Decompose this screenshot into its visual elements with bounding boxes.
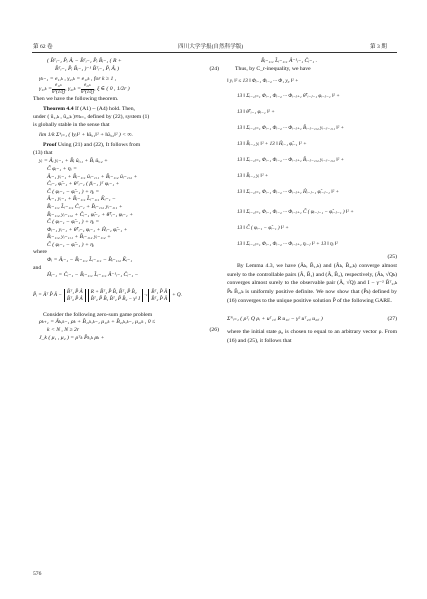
right-column [227,58,397,346]
j-definition: J_k ( μ₁ , μ₂ ) = ρᵀₖ P̂ₖ,ₖ ρₖ + [39,334,105,341]
right-top-line: B̂ᵢ₋₁,₁ L̂ᵢ₋₁,₁ Â⁻¹ᵢ₋₁ Ĉᵢ₋₁ . [261,58,318,64]
y-line-2: Âᵢ₋₁ yᵢ₋₁ + B̂ᵢ₋₁,₁ ûᵢ₋₁,₁ + B̂ᵢ₋₁,₂ ûᵢ₋₁,₂ + [47,173,138,180]
ineq-row-10: 13 ‖ Σᵢ₋₁ⱼ₌₁ Φᵢ₋₁ Φᵢ₋₂ ··· Φᵢ₋ⱼ₊₁ ηᵢ₋ⱼ ‖² + 13 ‖ ηᵢ ‖² [237,241,338,248]
rho-line2-text: k < N , N ≥ 2r [47,327,80,334]
y-line-8: C̃ ( φᵢ₋₁ − φ̂ᵢ₋₁ ) + ηᵢ = [47,219,100,226]
rho-line1: ρₖ₊₁ = Âₖ,ₖ₋₁ ρₖ + B̂₁,ₖ,ₖ₋₁ μ₁,ₖ + B̂₂,ₖ,ₖ₋₁ μ₂,ₖ , 0 ≤ [39,319,156,326]
rho-line2 [33,327,219,335]
gare-matrix-2 [88,289,143,302]
ineq-row-5: 13 ‖ Σᵢ₋₁ⱼ₌₁ Φᵢ₋₁ Φᵢ₋₂ ··· Φᵢ₋ⱼ₊₁ B̂ᵢ₋ⱼ₋₁,₂ yᵢ₋ⱼ₋₁,₂ ‖² + [237,157,345,164]
proof-line1 [33,142,219,150]
where-word: where [33,249,47,256]
gare-m3-r1: B̂ᵀ₁ P̂ Â [151,289,168,296]
ineq-row-9: 13 ‖ C̃ ( φᵢ₋₁ − φ̂ᵢ₋₁ ) ‖² + [237,225,289,232]
phi-definition: Φᵢ = Âᵢ₋₁ − B̂ᵢ₋₁,₁ L̂ᵢ₋₁,₁ − B̂ᵢ₋₁,₂ K̂ᵢ₋₁ [47,257,133,264]
gare-lhs: P̂ᵢ = Âᵀ P̂ Â − [33,292,62,299]
ineq-row-4: 13 ‖ B̂ᵢ₋₁ yᵢ ‖² + 13 ‖ Ĥᵢ₋₁ φ̂ᵢ₋₁ ‖² + [237,141,307,148]
ineq-row-1: 13 ‖ Σᵢ₋₁ⱼ₌₁ Φᵢ₋₁ Φᵢ₋₂ ··· Φᵢ₋ⱼ₊₁ θ̃ᵀᵢ₋ⱼ₋₁ φᵢ₋ⱼ₋₁ ‖² + [237,93,340,100]
inequality-block [227,76,397,254]
y-line-4: C̃ ( φᵢ₋₁ − φ̂ᵢ₋₁ ) + ηᵢ = [47,188,100,195]
y-line-0: yᵢ = Âᵢ yᵢ₋₁ + B̂ᵢ ûᵢ,₁ + B̂ᵢ ûᵢ,₂ + [39,158,108,165]
ineq-row-6: 13 ‖ B̂ᵢ₋₁ yᵢ ‖² + [237,173,269,180]
theorem-text1: If (A1) ~ (A4) hold. Then, [74,106,135,113]
theorem-text3: is globally stable in the sense that [33,121,110,128]
gare-m1-r2: B̂ᵀ₂ P̂ Â [66,295,83,302]
header-volume: 第 62 卷 [33,44,53,50]
y-line-10: B̂ᵢ₋₁,₂ yᵢ₋₁,₁ + B̂ᵢ₋₁,₂ yᵢ₋₁,₂ + [47,234,111,241]
gare-m2-r2: B̂ᵀ₂ P̂ B̂₁ B̂ᵀ₂ P̂ B̂₂ − γ² I [90,295,140,302]
gamma-line2-b: , γ₂,ₖ = [65,86,81,93]
ineq-row-2: 13 ‖ θ̃ᵀᵢ₋₁ φᵢ₋₁ ‖² + [237,109,275,116]
h-definition: Ĥᵢ₋₁ = Ĉᵢ₋₁ − B̂ᵢ₋₁,₁ L̂ᵢ₋₁,₁ Â⁻¹ᵢ₋₁ Ĉᵢ₋₁ − [47,272,139,279]
eq27-expression: Σᴺᵢ₌₁ ( ρᵀᵢ Q ρᵢ + uᵀ₁,ᵢ R u₁,ᵢ − γ² uᵀ₂,ᵢ u₂,ᵢ ) [227,316,323,323]
gare-matrix-1 [64,289,86,302]
lemma-paragraph: By Lemma 4.3, we have (Âₖ, B̂₁,ₖ) and (Âₖ, B̂₂,ₖ) converge almost surely to the controllable pairs (Â, B̂₁) and (Â, B̂₂), respectively, (Âₖ, √Qₖ) converges almost surely to the observable pair (Â, √Q) and I − γ⁻² B̂ᵀ₂,ₖ P̂ₖ B̂₂,ₖ is uniformly positive definite. We now show that (P̂ₖ) defined by (16) converges to the unique positive solution P̂ of the following GARE. [227,262,397,305]
gare-m3-r2: B̂ᵀ₂ P̂ Â [151,295,168,302]
eq27-number: (27) [387,316,397,323]
gare-m2-r1: R + B̂ᵀ₁ P̂ B̂₁ B̂ᵀ₁ P̂ B̂₂ [90,289,137,296]
limit-expression: lim 1/k Σᵏᵢ₌₁ ( ‖yᵢ‖² + ‖ûᵢ,₁‖² + ‖ûᵢ,₂‖² ) < ∞. [39,132,133,139]
eq25-number: (25) [387,254,397,261]
proof-text2: (13) that [33,149,53,156]
gamma-line2-a: γ₁,ₖ = [39,86,52,93]
gamma-line2 [33,84,219,96]
theorem-line1 [33,106,219,114]
ineq-row-3: 13 ‖ Σᵢ₋₁ⱼ₌₁ Φᵢ₋₁ Φᵢ₋₂ ··· Φᵢ₋ⱼ₊₁ B̂ᵢ₋ⱼ₋₁,₂ yᵢ₋ⱼ₋₁,₁ ‖² + [237,125,345,132]
then-sentence: Then we have the following theorem. [33,95,119,102]
y-line-11: C̃ ( φᵢ₋₁ − φ̂ᵢ₋₁ ) + ηᵢ [47,241,94,248]
eq27 [227,312,397,328]
gare-equation: P̂ᵢ = Âᵀ P̂ Â − B̂ᵀ₁ P̂ Â B̂ᵀ₂ P̂ Â R + B̂ᵀ₁ P̂ B̂₁ B̂ᵀ₁ P̂ B̂₂ B̂ᵀ₂ P̂ B̂₁ B̂ᵀ₂ P̂ B̂₂ − γ² I ⁻¹ B̂ᵀ₁ P̂ Â B̂ᵀ₂ P̂ Â + Q. [33,289,182,302]
gamma-fraction-2-num: e₂,ₖ [81,83,94,90]
y-line-5: Âᵢ₋₁ yᵢ₋₁ + B̂ᵢ₋₁,₁ L̂ᵢ₋₁,₁ K̂ᵢ₋₁ − [47,196,116,203]
y-line-1: C̃ φᵢ₋₁ + ηᵢ = [47,165,77,172]
gamma-fraction-2 [81,83,94,96]
gamma-line1: γₖ₋₁ = e₁,ₖ , γ₂,ₖ = e₁,ₖ , for k ≥ 1 , [39,76,117,83]
header-issue: 第 3 期 [370,44,387,50]
y-line-9: Φᵢ₋₁ yᵢ₋₁ + θ̃ᵀᵢ₋₁ φᵢ₋₁ + Ĥᵢ₋₁ φ̂ᵢ₋₁ + [47,226,128,233]
consider-sentence: Consider the following zero-sum game problem [43,311,153,318]
proof-title: Proof [43,142,57,149]
theorem-text2: under ( û₁,ₖ , û₂,ₖ )∞ₖ₌₁ defined by (22), system (1) [33,113,150,120]
eq24-number: (24) [209,65,219,72]
y-derivation [33,158,219,249]
gare-tail: + Q. [172,292,182,299]
gamma-fraction-1-num: e₁,ₖ [52,83,65,90]
y-line-6: B̂ᵢ₋₁,₁ L̂ᵢ₋₁,₁ Ĉᵢ₋₁ + B̂ᵢ₋₁,₂ yᵢ₋₁,₁ + [47,203,123,210]
y-line-3: Ĉᵢ₋₁ φ̂ᵢ₋₁ + θᵀᵢ₋₁ ( βᵢ₋₁ )ᵀ φᵢ₋₁ + [47,181,120,188]
y-line-7: B̂ᵢ₋₁,₂ yᵢ₋₁,₂ + Ĉᵢ₋₁ φ̂ᵢ₋₁ + θ̃ᵀᵢ₋₁ φᵢ₋₁ + [47,211,134,218]
thus-sentence: Thus, by C_r-inequality, we have [235,65,311,72]
gamma-fraction-1-den: k^(1/ξ) [51,90,66,96]
ineq-row-8: 13 ‖ Σᵢ₋₁ⱼ₌₁ Φᵢ₋₁ Φᵢ₋₂ ··· Φᵢ₋ⱼ₊₁ C̃ ( φᵢ₋ⱼ₋₁ − φ̂ᵢ₋ⱼ₋₁ ) ‖² + [237,209,354,216]
and-word: and [33,264,42,271]
theorem-title: Theorem 4.4 [43,106,74,113]
gare-matrix-3 [148,289,170,302]
gamma-fraction-1 [52,83,65,96]
ineq-row-0: ‖ yᵢ ‖² ≤ 13 ‖ Φᵢ₋₁ Φᵢ₋₂ ··· Φ₁ y₀ ‖² + [227,78,299,85]
eq24-line2 [33,66,219,74]
eq26-number: (26) [209,327,219,334]
eq24-line2-text: B̂ᵀᵢ₋₁ P̂ᵢ B̂ᵢ₋₁ )⁻¹ B̂ᵀᵢ₋₁ P̂ᵢ Âᵢ ) [55,65,120,72]
gamma-line2-c: , ξ ∈ ( 0 , 1/2r ) [94,86,130,93]
ineq-row-7: 13 ‖ Σᵢ₋₁ⱼ₌₁ Φᵢ₋₁ Φᵢ₋₂ ··· Φᵢ₋ⱼ₊₁ Ĥᵢ₋ⱼ₋₁ φ̂ᵢ₋ⱼ₋₁ ‖² + [237,189,339,196]
header-journal: 四川大学学报(自然科学版) [178,44,244,50]
header-rule [32,52,397,53]
initial-state-paragraph: where the initial state ρ₀ is chosen to equal to an arbitrary vector ρ. From (16) and (25), it follows that [227,328,397,344]
page-number: 576 [33,571,42,577]
gare-m1-r1: B̂ᵀ₁ P̂ Â [66,289,83,296]
eq24-line1: ( B̂ᵀᵢ₋₁ P̂ᵢ Âᵢ − B̂ᵀᵢ₋₁ P̂ᵢ B̂ᵢ₋₁ ( R + [47,58,122,64]
left-column [33,58,219,342]
proof-text1: Using (21) and (22), It follows from [57,142,141,149]
gamma-fraction-2-den: k^(1/ξ) [80,90,95,96]
